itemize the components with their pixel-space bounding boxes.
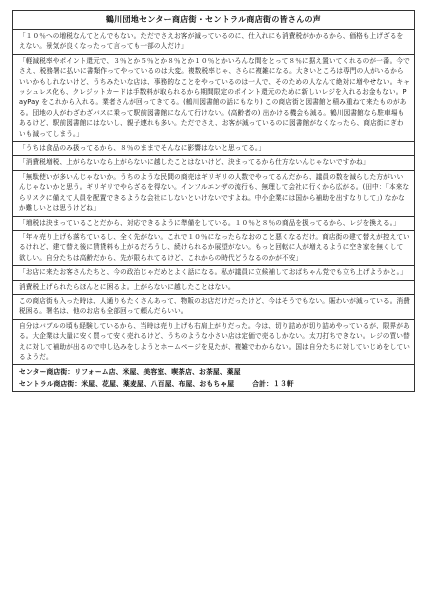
shop-total: 合計：１３軒: [252, 380, 294, 389]
document-table: [12, 10, 415, 392]
central-label: セントラル商店街：: [19, 380, 82, 389]
comment-6: 「増税は決まっていることだから、対応できるように準備をしている。１０％と８％の商品を扱ってるから、レジを換える。」: [13, 217, 414, 231]
central-shops: 米屋、花屋、薬麦屋、八百屋、布屋、おもちゃ屋: [81, 380, 235, 389]
center-label: センター商店街：: [19, 368, 75, 377]
comment-2: 「軽減税率やポイント還元で、３％とか５％とか８％とか１０％とかいろんな間をとって８％に据え置いてくれるのが一番。今でさえ、税務署に払いに書類作ってやっているのは大変。複数税率じゃ、さらに複雑になる。大きいところは専門の人がいるからいいかもしれないけど、うちみたいな店は、事務的なことをやっているのは一人で、そのための人なんて絶対に増やせない。キャッシュレス化も、クレジットカードは手数料が取られるから期間限定のポイント還元のために新しいレジを入れるお金もない。PayPay をこれから入れる。業者さんが回ってきてる。(鶴川図書館の話にもなり) この商店街と図書館と積み重ねて来たものがある。団地の人がわざわざバスに乗って駅前図書館になんて行けない。(高齢者の) 出かける機会も減る。鶴川図書館なら駐車場もあるけど、駅前図書館にはないし、親子連れも多い。ただでさえ、お客が減っているのに図書館がなくなったら、商店街にぎわいも減ってしまう。」: [13, 55, 414, 142]
center-shopping-street-line: [19, 366, 408, 378]
center-shops: リフォーム店、米屋、美容室、喫茶店、お茶屋、薬屋: [74, 368, 241, 377]
shop-list-footer: [13, 365, 414, 391]
comment-4: 「消費税増税、上がらないなら上がらないに越したことはないけど、決まってるから仕方ないんじゃないですかね」: [13, 156, 414, 170]
comment-10: この商店街も入った時は、人通りもたくさんあって、物販のお店だけだったけど、今はそうでもない。賑わいが減っている。消費税困る。署名は、他のお店も全部回って頼んだらいい。: [13, 295, 414, 320]
central-shopping-street-line: [19, 378, 408, 390]
comment-3: 「うちは食品のみ扱ってるから、８％のままでそんなに影響はないと思ってる。」: [13, 142, 414, 156]
comment-9: 消費税上げられたらほんとに困るよ。上がらないに越したことはない。: [13, 281, 414, 295]
comment-1: 「１０％への増税なんてとんでもない。ただでさえお客が減っているのに、仕入れにも消費税がかかるから、価格も上げざるをえない。景気が良くなったって言っても一部の人だけ」: [13, 30, 414, 55]
comment-7: 「年々売り上げも落ちているし、全く先がない。これで１０％になったらなおのこと悪くなるだけ。商店街の建て替えが控えているけれど、建て替え後に賃貸料も上がるだろうし、続けられるか展望がない。もっと回転に人が増えるように空き家を無くして欲しい。自分たちは高齢だから、先が限られてるけど、これからの時代どうなるのかが不安」: [13, 231, 414, 266]
comment-8: 「お店に来たお客さんたちと、今の政治じゃだめとよく話になる。私が議員に立候補しておばちゃん党でも立ち上げようかと。」: [13, 266, 414, 280]
comment-5: 「無駄使いが多いんじゃないか。うちのような民間の商売はギリギリの人数でやってるんだから、議員の数を減らした方がいいんじゃないかと思う。ギリギリでやらざるを得ない。インフルエンザの流行も、無理して会社に行くから広がる。(田中：「本来ならリスクに備えて人員を配置できるような会社にしないといけないですよね。中小企業には国から補助を出すなりして」) なかなか難しいとは思うけどね」: [13, 171, 414, 217]
document-title: 鶴川団地センター商店街・セントラル商店街の皆さんの声: [13, 11, 414, 30]
comment-11: 自分はバブルの頃も経験しているから、当時は売り上げも右肩上がりだった。今は、切り詰めが切り詰めやっているが、限界がある。大企業は大量に安く買って安く売れるけど、うちのような小さい店は定価で売るしかない。太刀打ちできない。レジの買い替えに対して補助が出るので申し込みをしようとホームページを見たが、複雑でわからない。国は自分たちに対していじめをしているようだ。: [13, 320, 414, 366]
